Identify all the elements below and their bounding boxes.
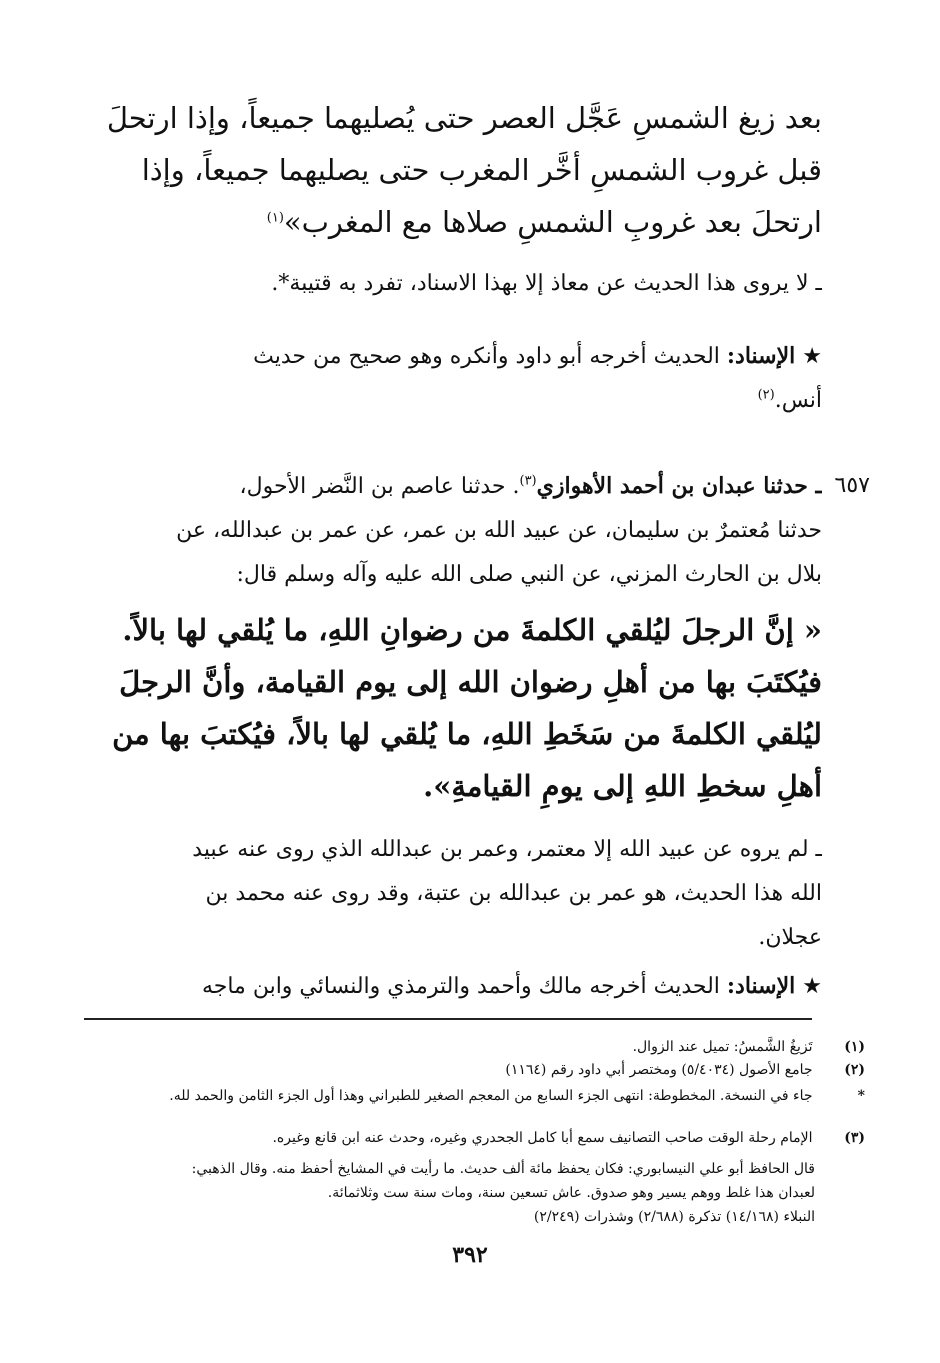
footnote-ref-3: (٣) bbox=[519, 473, 537, 489]
footnote-3-text: الإمام رحلة الوقت صاحب التصانيف سمع أبا كامل الجحدري وغيره، وحدث عنه ابن قانع وغيره. bbox=[272, 1130, 813, 1146]
isnad-1-star: ★ bbox=[802, 344, 822, 369]
hadith-657-isnad bbox=[77, 464, 822, 597]
note-1 bbox=[77, 262, 822, 306]
hadith-657-opening: ـ حدثنا عبدان بن أحمد الأهوازي bbox=[536, 473, 822, 499]
matn-line-1: « إنَّ الرجلَ ليُلقي الكلمةَ من رضوانِ اللهِ، ما يُلقي لها بالاً. bbox=[122, 613, 822, 647]
footnote-2 bbox=[75, 1059, 865, 1081]
matn-line-3: ليُلقي الكلمةَ من سَخَطِ اللهِ، ما يُلقي لها بالاً، فيُكتبَ بها من bbox=[112, 717, 822, 751]
note-1-line: ـ لا يروى هذا الحديث عن معاذ إلا بهذا الاسناد، تفرد به قتيبة*. bbox=[271, 271, 822, 296]
matn-line-4: أهلِ سخطِ اللهِ إلى يومِ القيامةِ». bbox=[423, 769, 822, 803]
footnote-3-cont-1: قال الحافظ أبو علي النيسابوري: فكان يحفظ مائة ألف حديث. ما رأيت في المشايخ أحفظ منه. وقال الذهبي: bbox=[191, 1161, 815, 1177]
footnote-3-cont-3: النبلاء (١٤/١٦٨) تذكرة (٢/٦٨٨) وشذرات (٢/٢٤٩) bbox=[533, 1209, 815, 1225]
top-matn-line-2: قبل غروب الشمسِ أخَّر المغرب حتى يصليهما جميعاً، وإذا bbox=[141, 153, 822, 187]
note-line-3: عجلان. bbox=[758, 925, 822, 950]
top-matn-line-3 bbox=[77, 196, 822, 248]
isnad-2-text: الحديث أخرجه مالك وأحمد والترمذي والنسائي وابن ماجه bbox=[201, 974, 720, 999]
hadith-657-line-2: حدثنا مُعتمرٌ بن سليمان، عن عبيد الله بن عمر، عن عمر بن عبدالله، عن bbox=[176, 518, 822, 543]
footnote-star-num: * bbox=[857, 1088, 865, 1104]
isnad-1 bbox=[77, 334, 822, 423]
isnad-1-text-1: الحديث أخرجه أبو داود وأنكره وهو صحيح من حديث bbox=[253, 344, 720, 369]
isnad-2-star: ★ bbox=[802, 974, 822, 999]
footnote-1-num: (١) bbox=[844, 1039, 865, 1055]
isnad-1-text-2: أنس. bbox=[774, 388, 822, 413]
footnote-star-text: جاء في النسخة. المخطوطة: انتهى الجزء السابع من المعجم الصغير للطبراني وهذا أول الجزء الثامن والحمد لله. bbox=[169, 1088, 813, 1104]
hadith-657-note bbox=[77, 828, 822, 960]
isnad-1-line-2 bbox=[77, 379, 822, 423]
hadith-657-line-1 bbox=[77, 464, 822, 509]
footnote-ref-2: (٢) bbox=[757, 387, 775, 403]
hadith-657-matn bbox=[77, 604, 822, 812]
isnad-2-label: الإسناد: bbox=[726, 973, 796, 999]
top-matn-line-1: بعد زيغ الشمسِ عَجَّل العصر حتى يُصليهما جميعاً، وإذا ارتحلَ bbox=[106, 101, 822, 135]
footnote-star bbox=[75, 1085, 865, 1107]
hadith-657-opening-rest: . حدثنا عاصم بن النَّضر الأحول، bbox=[239, 474, 520, 499]
footnote-3-num: (٣) bbox=[844, 1130, 865, 1146]
footnote-2-num: (٢) bbox=[844, 1062, 865, 1078]
note-line-2: الله هذا الحديث، هو عمر بن عبدالله بن عتبة، وقد روى عنه محمد بن bbox=[205, 881, 822, 906]
footnote-3-cont-2: لعبدان هذا غلط ووهم يسير وهو صدوق. عاش تسعين سنة، ومات سنة ست وثلاثمائة. bbox=[327, 1185, 815, 1201]
footnote-3 bbox=[75, 1127, 865, 1149]
matn-line-2: فيُكتَبَ بها من أهلِ رضوان الله إلى يوم القيامة، وأنَّ الرجلَ bbox=[119, 665, 822, 699]
footnote-1 bbox=[75, 1036, 865, 1058]
hadith-657-line-3: بلال بن الحارث المزني، عن النبي صلى الله عليه وآله وسلم قال: bbox=[236, 562, 822, 587]
isnad-1-line-1 bbox=[77, 334, 822, 379]
isnad-2-line bbox=[77, 964, 822, 1009]
hadith-number: ٦٥٧ bbox=[834, 473, 870, 498]
footnote-2-text: جامع الأصول (٥/٤٠٣٤) ومختصر أبي داود رقم (١١٦٤) bbox=[505, 1062, 813, 1078]
page-number: ٣٩٢ bbox=[452, 1242, 488, 1268]
top-matn bbox=[77, 92, 822, 248]
note-line-1: ـ لم يروه عن عبيد الله إلا معتمر، وعمر بن عبدالله الذي روى عنه عبيد bbox=[192, 837, 822, 862]
footnote-ref-1: (١) bbox=[266, 210, 284, 226]
top-matn-line-3-text: ارتحلَ بعد غروبِ الشمسِ صلاها مع المغرب» bbox=[283, 205, 822, 239]
isnad-1-label: الإسناد: bbox=[726, 343, 796, 369]
footnote-rule bbox=[84, 1018, 812, 1020]
footnote-1-text: تَزيغُ الشَّمسُ: تميل عند الزوال. bbox=[632, 1039, 813, 1055]
hadith-657-isnad-grade bbox=[77, 964, 822, 1009]
